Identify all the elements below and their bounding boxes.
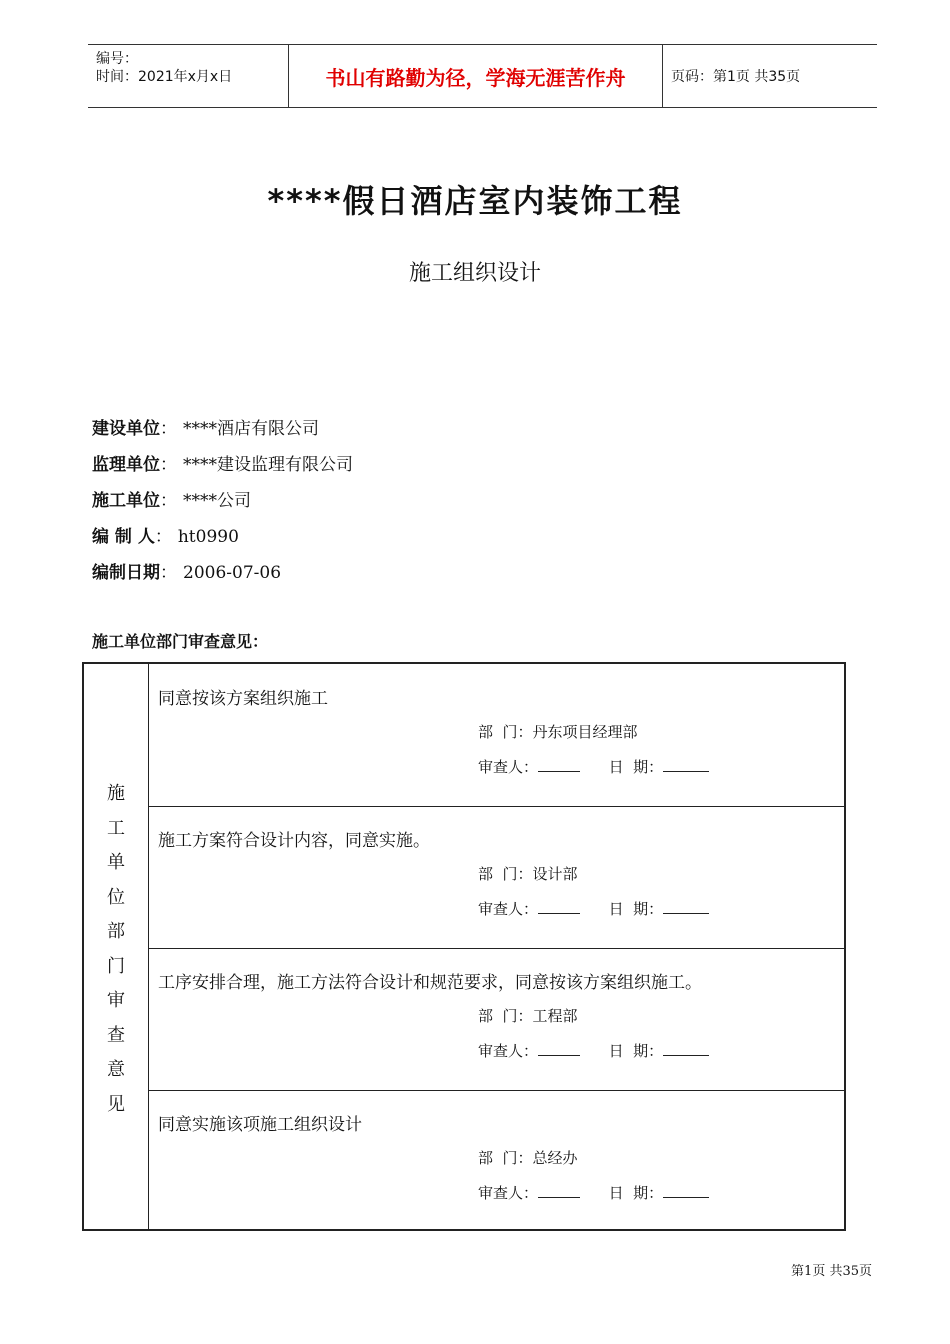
date-blank[interactable] [663, 1185, 709, 1198]
time-label: 时间：2021年x月x日 [96, 69, 233, 85]
date-label: 日 期： [608, 758, 664, 776]
review-opinion: 同意实施该项施工组织设计 [158, 1115, 362, 1135]
review-row [148, 664, 844, 807]
info-row-supervisor [92, 450, 353, 475]
reviewer-blank[interactable] [538, 1043, 580, 1056]
review-dept [478, 1005, 578, 1026]
review-dept [478, 1147, 578, 1168]
reviewer-label: 审查人： [478, 1042, 539, 1060]
side-char: 门 [107, 955, 125, 977]
info-label: 监理单位 [92, 455, 160, 475]
reviewer-blank[interactable] [538, 759, 580, 772]
info-colon: ： [160, 563, 177, 583]
side-char: 工 [107, 817, 125, 839]
info-row-date [92, 558, 281, 583]
review-table [82, 662, 846, 1231]
review-sign-line [478, 898, 709, 919]
dept-value: 总经办 [532, 1149, 578, 1167]
side-char: 部 [107, 921, 125, 942]
header-meta [88, 45, 288, 107]
number-label: 编号： [96, 51, 138, 67]
side-char: 查 [107, 1024, 125, 1046]
info-value: 2006-07-06 [183, 563, 282, 583]
review-opinion: 工序安排合理，施工方法符合设计和规范要求，同意按该方案组织施工。 [158, 973, 702, 993]
review-sign-line [478, 1040, 709, 1061]
side-char: 意 [107, 1059, 125, 1080]
review-side-label [84, 664, 149, 1229]
side-char: 审 [107, 990, 125, 1011]
side-char: 施 [107, 783, 125, 804]
dept-value: 工程部 [532, 1007, 578, 1025]
info-value: ****公司 [183, 491, 251, 511]
review-row [148, 1090, 844, 1232]
info-row-owner [92, 414, 319, 439]
info-label: 建设单位 [92, 419, 160, 439]
date-label: 日 期： [608, 900, 664, 918]
side-char: 位 [107, 886, 125, 908]
date-blank[interactable] [663, 901, 709, 914]
review-section-title: 施工单位部门审查意见： [92, 632, 269, 651]
document-header [88, 44, 877, 108]
reviewer-label: 审查人： [478, 1184, 539, 1202]
dept-value: 设计部 [532, 865, 578, 883]
dept-label: 部 门： [478, 723, 533, 741]
page-footer: 第1页 共35页 [791, 1264, 872, 1279]
date-blank[interactable] [663, 1043, 709, 1056]
info-label: 编 制 人 [92, 527, 155, 547]
info-row-author [92, 522, 239, 547]
review-opinion: 同意按该方案组织施工 [158, 689, 328, 709]
info-colon: ： [160, 491, 177, 511]
info-value: ****酒店有限公司 [183, 419, 319, 439]
review-sign-line [478, 1182, 709, 1203]
reviewer-label: 审查人： [478, 758, 539, 776]
header-motto: 书山有路勤为径，学海无涯苦作舟 [288, 45, 663, 107]
info-colon: ： [160, 419, 177, 439]
document-subtitle: 施工组织设计 [408, 261, 541, 286]
header-page-info: 页码：第1页 共35页 [671, 69, 801, 85]
reviewer-label: 审查人： [478, 900, 539, 918]
review-sign-line [478, 756, 709, 777]
date-label: 日 期： [608, 1184, 664, 1202]
dept-label: 部 门： [478, 1149, 533, 1167]
review-opinion: 施工方案符合设计内容，同意实施。 [158, 831, 430, 851]
document-title: ****假日酒店室内装饰工程 [267, 182, 683, 220]
review-row [148, 806, 844, 949]
reviewer-blank[interactable] [538, 1185, 580, 1198]
dept-label: 部 门： [478, 1007, 533, 1025]
info-row-contractor [92, 486, 251, 511]
info-label: 施工单位 [92, 491, 160, 511]
review-dept [478, 863, 578, 884]
date-blank[interactable] [663, 759, 709, 772]
info-value: ht0990 [177, 527, 239, 547]
dept-value: 丹东项目经理部 [532, 723, 638, 741]
info-colon: ： [160, 455, 177, 475]
side-char: 单 [107, 852, 125, 873]
review-row [148, 948, 844, 1091]
date-label: 日 期： [608, 1042, 664, 1060]
reviewer-blank[interactable] [538, 901, 580, 914]
review-dept [478, 721, 638, 742]
info-colon: ： [154, 527, 172, 547]
info-label: 编制日期 [92, 563, 160, 583]
dept-label: 部 门： [478, 865, 533, 883]
side-char: 见 [107, 1093, 125, 1115]
info-value: ****建设监理有限公司 [183, 455, 353, 475]
